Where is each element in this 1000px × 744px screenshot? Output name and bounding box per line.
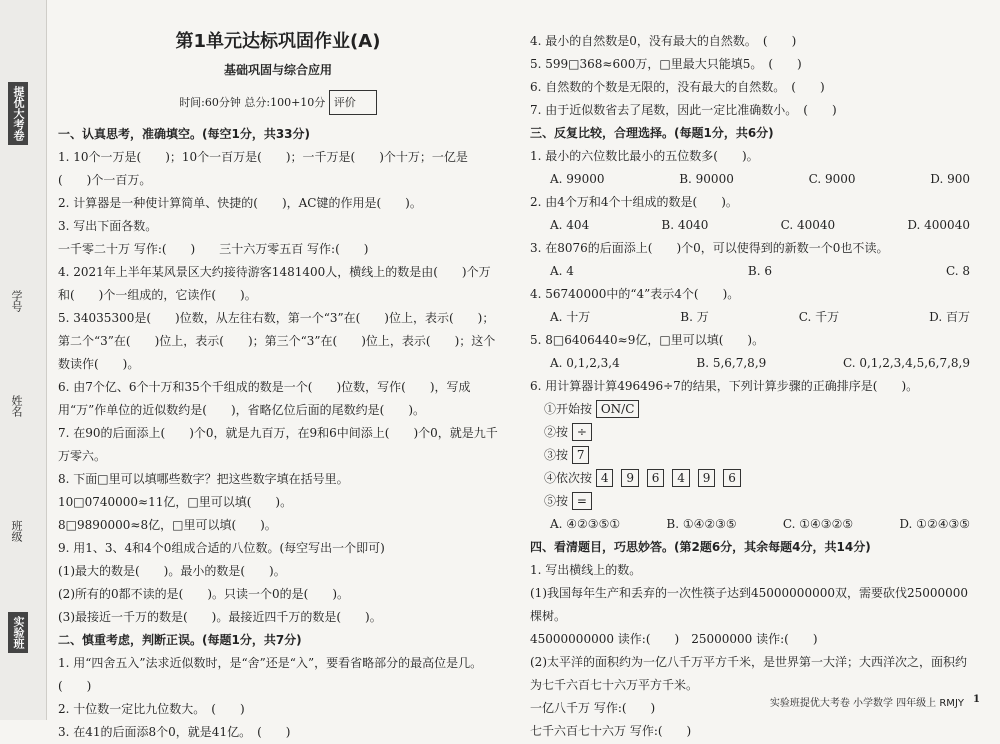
choice-5[interactable]: 5. 8□6406440≈9亿，□里可以填( )。 xyxy=(530,333,765,347)
question-6[interactable]: 6. 由7个亿、6个十万和35个千组成的数是一个( )位数，写作( )，写成用“万”作单位的近似数约是( )，省略亿位后面的尾数约是( )。 xyxy=(58,380,471,417)
page-subtitle: 基础巩固与综合应用 xyxy=(223,63,332,77)
choice-1-option-a[interactable]: A. 99000 xyxy=(550,172,605,186)
question-8-line-1[interactable]: 10□0740000≈11亿，□里可以填( )。 xyxy=(58,495,293,509)
choice-1-options xyxy=(530,168,970,191)
calc-step-4-label: ④依次按 xyxy=(544,471,593,485)
choice-6-option-d[interactable]: D. ①②④③⑤ xyxy=(899,517,970,531)
choice-6-options xyxy=(530,513,970,536)
calc-step-4 xyxy=(544,467,970,490)
choice-6-option-b[interactable]: B. ①④②③⑤ xyxy=(666,517,737,531)
question-8-prompt: 8. 下面□里可以填哪些数字？把这些数字填在括号里。 xyxy=(58,472,349,486)
digit-key-1[interactable]: 4 xyxy=(596,469,614,487)
choice-3-options xyxy=(530,260,970,283)
choice-5-option-b[interactable]: B. 5,6,7,8,9 xyxy=(696,356,767,370)
answer-1-part-1-blanks[interactable]: 45000000000 读作:( ) 25000000 读作:( ) xyxy=(530,632,818,646)
choice-2-option-a[interactable]: A. 404 xyxy=(550,218,590,232)
eval-box[interactable] xyxy=(329,90,377,115)
answer-1-prompt: 1. 写出横线上的数。 xyxy=(530,563,642,577)
calc-step-3 xyxy=(544,444,970,467)
question-9-part-1[interactable]: (1)最大的数是( )。最小的数是( )。 xyxy=(58,564,286,578)
choice-2-option-b[interactable]: B. 4040 xyxy=(661,218,709,232)
judge-1[interactable]: 1. 用“四舍五入”法求近似数时，是“舍”还是“入”，要看省略部分的最高位是几。 ( ) xyxy=(58,656,489,693)
time-score-line xyxy=(58,90,498,115)
choice-4-option-b[interactable]: B. 万 xyxy=(680,310,709,324)
choice-5-options xyxy=(530,352,970,375)
choice-1-option-d[interactable]: D. 900 xyxy=(930,172,970,186)
choice-2-options xyxy=(530,214,970,237)
question-4[interactable]: 4. 2021年上半年某风景区大约接待游客1481400人，横线上的数是由( )个万和( )个一组成的，它读作( )。 xyxy=(58,265,491,302)
choice-5-option-c[interactable]: C. 0,1,2,3,4,5,6,7,8,9 xyxy=(842,356,970,370)
class-field[interactable]: 班级 xyxy=(10,520,23,542)
onc-key[interactable]: ON/C xyxy=(596,400,640,418)
judge-2[interactable]: 2. 十位数一定比九位数大。 ( ) xyxy=(58,702,245,716)
page-number: 1 xyxy=(973,694,980,705)
page-title: 第1单元达标巩固作业(A) xyxy=(175,31,381,52)
time-score-text: 时间:60分钟 总分:100+10分 xyxy=(179,96,326,109)
question-1[interactable]: 1. 10个一万是( )；10个一百万是( )；一千万是( )个十万；一亿是( )个一百万。 xyxy=(58,150,468,187)
brand-bottom: 实验班 xyxy=(8,612,28,653)
digit-key-2[interactable]: 9 xyxy=(621,469,639,487)
calc-step-3-label: ③按 xyxy=(544,448,569,462)
eval-label: 评价 xyxy=(333,96,356,109)
student-name-field[interactable]: 姓名 xyxy=(10,395,23,417)
divide-key[interactable]: ÷ xyxy=(572,423,592,441)
choice-1-option-b[interactable]: B. 90000 xyxy=(679,172,734,186)
question-5[interactable]: 5. 34035300是( )位数，从左往右数，第一个“3”在( )位上，表示( )；第二个“3”在( )位上，表示( )；第三个“3”在( )位上，表示( )；这个数读作( )。 xyxy=(58,311,496,371)
margin-strip xyxy=(0,0,47,720)
choice-1-option-c[interactable]: C. 9000 xyxy=(808,172,856,186)
question-9-prompt: 9. 用1、3、4和4个0组成合适的八位数。(每空写出一个即可) xyxy=(58,541,385,555)
choice-2-option-c[interactable]: C. 40040 xyxy=(780,218,836,232)
choice-1[interactable]: 1. 最小的六位数比最小的五位数多( )。 xyxy=(530,149,759,163)
choice-6-option-c[interactable]: C. ①④③②⑤ xyxy=(782,517,854,531)
judge-3[interactable]: 3. 在41的后面添8个0，就是41亿。 ( ) xyxy=(58,725,291,739)
digit-key-4[interactable]: 4 xyxy=(672,469,690,487)
choice-4-option-c[interactable]: C. 千万 xyxy=(798,310,840,324)
student-id-field[interactable]: 学号 xyxy=(10,290,23,312)
choice-6[interactable]: 6. 用计算器计算496496÷7的结果，下列计算步骤的正确排序是( )。 xyxy=(530,379,919,393)
judge-7[interactable]: 7. 由于近似数省去了尾数，因此一定比准确数小。 ( ) xyxy=(530,103,837,117)
seven-key[interactable]: 7 xyxy=(572,446,590,464)
calc-step-5-label: ⑤按 xyxy=(544,494,569,508)
calc-step-1-label: ①开始按 xyxy=(544,402,593,416)
right-column xyxy=(530,30,970,743)
judge-6[interactable]: 6. 自然数的个数是无限的，没有最大的自然数。 ( ) xyxy=(530,80,825,94)
footer-text: 实验班提优大考卷 小学数学 四年级上 RMJY xyxy=(769,698,964,709)
choice-3-option-a[interactable]: A. 4 xyxy=(550,264,574,278)
judge-5[interactable]: 5. 599□368≈600万，□里最大只能填5。 ( ) xyxy=(530,57,802,71)
choice-4-options xyxy=(530,306,970,329)
equals-key[interactable]: = xyxy=(572,492,592,510)
choice-2[interactable]: 2. 由4个万和4个十组成的数是( )。 xyxy=(530,195,738,209)
section-4-title: 四、看清题目，巧思妙答。(第2题6分，其余每题4分，共14分) xyxy=(530,540,871,554)
answer-1-part-2-blank-1[interactable]: 一亿八千万 写作:( ) xyxy=(530,701,656,715)
left-column xyxy=(58,30,498,744)
answer-1-part-2: (2)太平洋的面积约为一亿八千万平方千米，是世界第一大洋；大西洋次之，面积约为七千六百七十六万平方千米。 xyxy=(530,655,968,692)
calc-step-1 xyxy=(544,398,970,421)
calc-step-2-label: ②按 xyxy=(544,425,569,439)
choice-3-option-b[interactable]: B. 6 xyxy=(747,264,772,278)
section-1-title: 一、认真思考，准确填空。(每空1分，共33分) xyxy=(58,127,311,141)
choice-3[interactable]: 3. 在8076的后面添上( )个0，可以使得到的新数一个0也不读。 xyxy=(530,241,889,255)
question-8-line-2[interactable]: 8□9890000≈8亿，□里可以填( )。 xyxy=(58,518,277,532)
question-3-body[interactable]: 一千零二十万 写作:( ) 三十六万零五百 写作:( ) xyxy=(58,242,369,256)
choice-4[interactable]: 4. 56740000中的“4”表示4个( )。 xyxy=(530,287,740,301)
digit-key-6[interactable]: 6 xyxy=(723,469,741,487)
answer-1-part-2-blank-2[interactable]: 七千六百七十六万 写作:( ) xyxy=(530,724,692,738)
question-9-part-2[interactable]: (2)所有的0都不读的是( )。只读一个0的是( )。 xyxy=(58,587,349,601)
choice-3-option-c[interactable]: C. 8 xyxy=(945,264,970,278)
question-3-prompt: 3. 写出下面各数。 xyxy=(58,219,158,233)
choice-4-option-a[interactable]: A. 十万 xyxy=(550,310,591,324)
calc-step-5 xyxy=(544,490,970,513)
choice-6-option-a[interactable]: A. ④②③⑤① xyxy=(550,517,621,531)
judge-4[interactable]: 4. 最小的自然数是0，没有最大的自然数。 ( ) xyxy=(530,34,797,48)
section-2-title: 二、慎重考虑，判断正误。(每题1分，共7分) xyxy=(58,633,302,647)
digit-key-5[interactable]: 9 xyxy=(698,469,716,487)
question-2[interactable]: 2. 计算器是一种使计算简单、快捷的( )，AC键的作用是( )。 xyxy=(58,196,422,210)
calc-step-2 xyxy=(544,421,970,444)
question-9-part-3[interactable]: (3)最接近一千万的数是( )。最接近四千万的数是( )。 xyxy=(58,610,382,624)
digit-key-3[interactable]: 6 xyxy=(647,469,665,487)
section-3-title: 三、反复比较，合理选择。(每题1分，共6分) xyxy=(530,126,774,140)
choice-4-option-d[interactable]: D. 百万 xyxy=(929,310,970,324)
brand-top: 提优大考卷 xyxy=(8,82,28,145)
answer-1-part-1: (1)我国每年生产和丢弃的一次性筷子达到45000000000双，需要砍伐25000000棵树。 xyxy=(530,586,969,623)
question-7[interactable]: 7. 在90的后面添上( )个0，就是九百万，在9和6中间添上( )个0，就是九千万零六。 xyxy=(58,426,498,463)
choice-2-option-d[interactable]: D. 400040 xyxy=(907,218,970,232)
choice-5-option-a[interactable]: A. 0,1,2,3,4 xyxy=(550,356,620,370)
